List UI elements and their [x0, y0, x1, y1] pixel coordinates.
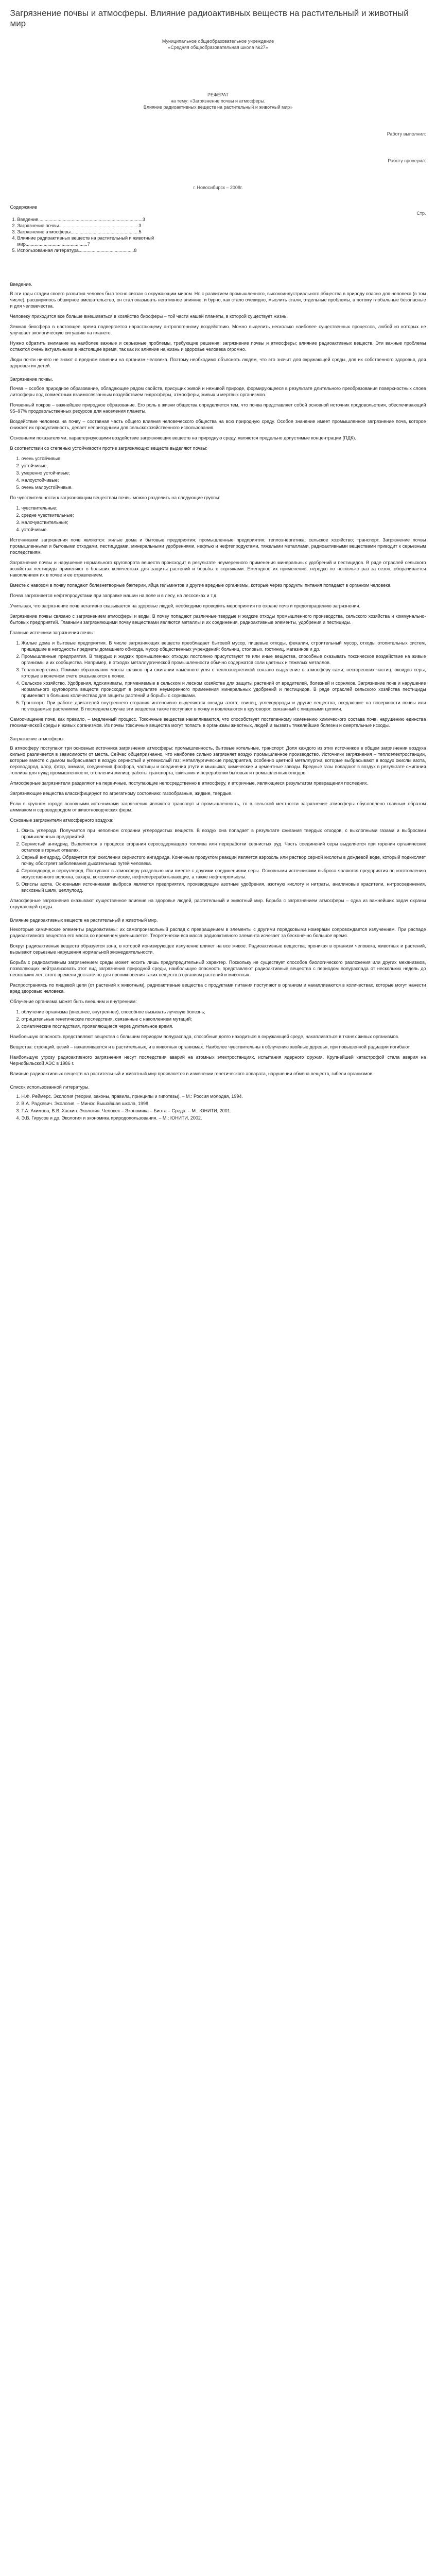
list-item: 2. Сернистый ангидрид. Выделяется в процессе сгорания серосодержащего топлива или переработки сернистых руд. Часть соединений серы выделяется при горении органических остатков в горных отвалах. [22, 841, 426, 853]
soil-sources-list [10, 640, 426, 712]
paragraph: Главные источники загрязнения почвы: [10, 630, 95, 635]
report-topic-2: Влияние радиоактивных веществ на растительный и животный мир» [143, 105, 293, 110]
city-year: г. Новосибирск – 2008г. [193, 185, 243, 190]
report-topic: на тему: «Загрязнение почвы и атмосферы. [170, 98, 266, 104]
list-item: 3. малочувствительные; [22, 519, 426, 526]
paragraph: Облучение организма может быть внешним и внутренним: [10, 999, 137, 1004]
paragraph: Наибольшую опасность представляют вещества с большим периодом полураспада, способные долго находиться в окружающей среде, накапливаться в тканях живых организмов. [10, 1034, 399, 1039]
paragraph: В атмосферу поступают три основных источника загрязнения атмосферы: промышленность, бытовые котельные, транспорт. Доля каждого из этих источников в общем загрязнении воздуха сильно различается в зависимости от места. Сейчас общепризнанно, что наиболее сильно загрязняет воздух промышленное производство. Источники загрязнения – теплоэлектростанции, которые вместе с дымом выбрасывают в воздух сернистый и углекислый газ; металлургические предприятия, особенно цветной металлургии, которые выбрасывают в воздух окислы азота, сероводород, хлор, фтор, аммиак, соединения фосфора, частицы и соединения ртути и мышьяка; химические и цементные заводы. Вредные газы попадают в воздух в результате сжигания топлива для нужд промышленности, отопления жилищ, работы транспорта, сжигания и переработки бытовых и промышленных отходов. [10, 745, 426, 775]
list-item: 1. Н.Ф. Реймерс. Экология (теории, законы, правила, принципы и гипотезы). – М.: Россия молодая, 1994. [22, 1093, 426, 1099]
paragraph: Если в крупном городе основными источниками загрязнения являются транспорт и промышленность, то в сельской местности загрязнение атмосферы обусловлено главным образом аммиаком и сероводородом от животноводческих ферм. [10, 801, 426, 812]
paragraph: Наибольшую угрозу радиоактивного загрязнения несут последствия аварий на атомных электростанциях, испытания ядерного оружия. Крупнейшей катастрофой стала авария на Чернобыльской АЭС в 1986 г. [10, 1055, 426, 1066]
list-item: 4. Э.В. Гирусов и др. Экология и экономика природопользования. – М.: ЮНИТИ, 2002. [22, 1115, 426, 1121]
paragraph: Загрязняющие вещества классифицируют по агрегатному состоянию: газообразные, жидкие, твердые. [10, 791, 233, 796]
section-heading-intro: Введение. [10, 282, 32, 287]
toc-item: 2. Загрязнение почвы..............................................................3 [18, 223, 182, 229]
paragraph: В соответствии со степенью устойчивости против загрязняющих веществ выделяют почвы: [10, 446, 207, 451]
author-label: Работу выполнил: [387, 131, 426, 137]
list-item: 3. Серный ангидрид. Образуется при окислении сернистого ангидрида. Конечным продуктом реакции является аэрозоль или раствор серной кислоты в дождевой воде, который подкисляет почву, обостряет заболевания дыхательных путей человека. [22, 854, 426, 867]
list-item: 1. чувствительные; [22, 505, 426, 511]
school-name: «Средняя общеобразовательная школа №27» [168, 45, 268, 50]
toc-item: 5. Использованная литература...........................................8 [18, 247, 182, 253]
paragraph: Почва загрязняется нефтепродуктами при заправке машин на поле и в лесу, на лесосеках и т.д. [10, 593, 218, 598]
paragraph: Воздействие человека на почву – составная часть общего влияния человеческого общества на всю природную среду. Особое значение имеет промышленное загрязнение почв, которое снижает их продуктивность, делает непригодными для сельскохозяйственного использования. [10, 419, 426, 430]
toc-item: 4. Влияние радиоактивных веществ на растительный и животный мир................................................7 [18, 235, 182, 247]
toc-item: 3. Загрязнение атмосферы.....................................................5 [18, 229, 182, 235]
paragraph: Почва – особое природное образование, обладающее рядом свойств, присущих живой и неживой природе, формирующееся в результате длительного преобразования поверхностных слоев литосферы под совместным взаимосвязанным воздействием гидросферы, атмосферы, живых и мертвых организмов. [10, 386, 426, 397]
section-heading-literature: Список использованной литературы. [10, 1084, 90, 1090]
literature-list [10, 1093, 426, 1121]
toc-item: 1. Введение.................................................................................3 [18, 216, 182, 223]
paragraph: Учитывая, что загрязнение почв негативно сказывается на здоровье людей, необходимо проводить мероприятия по охране почв и предотвращению загрязнения. [10, 603, 361, 608]
list-item: 2. средне чувствительные; [22, 512, 426, 518]
paragraph: Почвенный покров – важнейшее природное образование. Его роль в жизни общества определяется тем, что почва представляет собой основной источник продовольствия, обеспечивающий 95–97% продовольственных ресурсов для населения планеты. [10, 402, 426, 414]
paragraph: Влияние радиоактивных веществ на растительный и животный мир проявляется в изменении генетического аппарата, нарушении обмена веществ, гибели организмов. [10, 1071, 374, 1076]
institution-line: Муниципальное общеобразовательное учреждение [162, 39, 274, 44]
list-item: 3. умеренно устойчивые; [22, 470, 426, 476]
checker-label: Работу проверил: [388, 158, 426, 163]
list-item: 4. малоустойчивые; [22, 477, 426, 483]
list-item: 1. Жилые дома и бытовые предприятия. В числе загрязняющих веществ преобладает бытовой мусор, пищевые отходы, фекалии, строительный мусор, отходы отопительных систем, пришедшие в негодность предметы домашнего обихода, мусор общественных учреждений: больниц, столовых, гостиниц, магазинов и др. [22, 640, 426, 652]
list-item: 3. Теплоэнергетика. Помимо образования массы шлаков при сжигании каменного угля с теплоэнергетикой связано выделение в атмосферу сажи, несгоревших частиц, оксидов серы, которые в конечном счете оказываются в почве. [22, 667, 426, 679]
list-item: 3. соматические последствия, проявляющиеся через длительное время. [22, 1023, 426, 1029]
paragraph: Вокруг радиоактивных веществ образуется зона, в которой ионизирующее излучение влияет на все живое. Радиоактивные вещества, проникая в организм человека, животных и растений, вызывают серьезные нарушения нормальной жизнедеятельности. [10, 943, 426, 955]
list-item: 1. облучение организма (внешнее, внутреннее), способное вызывать лучевую болезнь; [22, 1009, 426, 1015]
paragraph: Основными показателями, характеризующими воздействие загрязняющих веществ на природную среду, являются предельно допустимые концентрации (ПДК). [10, 435, 356, 440]
toc-list [10, 216, 182, 253]
toc-header [10, 204, 426, 210]
list-item: 2. отрицательные генетические последствия, связанные с накоплением мутаций; [22, 1016, 426, 1022]
section-heading-soil: Загрязнение почвы. [10, 377, 53, 382]
list-item: 4. Сероводород и сероуглерод. Поступают в атмосферу раздельно или вместе с другими соединениями серы. Основными источниками выброса являются предприятия по изготовлению искусственного волокна, сахара, коксохимические, нефтеперерабатывающие, а также нефтепромыслы. [22, 868, 426, 880]
paragraph: Основные загрязнители атмосферного воздуха: [10, 818, 114, 823]
paragraph: Источниками загрязнения почв являются: жилые дома и бытовые предприятия; промышленные предприятия; теплоэнергетика; сельское хозяйство; транспорт. Загрязнение почвы промышленными и бытовыми отходами, пестицидами, минеральными удобрениями, нефтью и нефтепродуктами, тяжелыми металлами, радиоактивными веществами приводит к серьезным последствиям. [10, 537, 426, 555]
paragraph: Загрязнение почвы и нарушение нормального круговорота веществ происходит в результате неумеренного применения минеральных удобрений и пестицидов. В ряде отраслей сельского хозяйства пестициды применяют в больших количествах для защиты растений и борьбы с сорняками. Ежегодное их применение, нередко по несколько раз за сезон, оборачивается накоплением их в почве и ее отравлением. [10, 560, 426, 578]
list-item: 2. В.А. Радкевич. Экология. – Минск: Вышэйшая школа, 1998. [22, 1100, 426, 1107]
paragraph: Распространяясь по пищевой цепи (от растений к животным), радиоактивные вещества с продуктами питания поступают в организм и накапливаются в количествах, которые могут нанести вред здоровью человека. [10, 982, 426, 994]
toc-page-label: Стр. [416, 211, 426, 216]
toc-label: Содержание [10, 205, 38, 210]
list-item: 5. Окислы азота. Основными источниками выброса являются предприятия, производящие азотные удобрения, азотную кислоту и нитраты, анилиновые красители, нитросоединения, вискозный шелк, целлулоид. [22, 881, 426, 893]
paragraph: Загрязнение почвы связано с загрязнением атмосферы и воды. В почву попадают различные твердые и жидкие отходы промышленного производства, сельского хозяйства и коммунально-бытовых предприятий. Главными загрязняющими почву веществами являются металлы и их соединения, радиоактивные элементы, удобрения и пестициды. [10, 614, 426, 625]
paragraph: Люди почти ничего не знают о вредном влиянии на организм человека. Поэтому необходимо объяснять людям, что это значит для окружающей среды, для их собственного здоровья, для здоровья их детей. [10, 357, 426, 368]
radiation-list [10, 1009, 426, 1029]
list-item: 5. очень малоустойчивые. [22, 484, 426, 490]
section-heading-radio: Влияние радиоактивных веществ на растительный и животный мир. [10, 918, 158, 923]
report-type: РЕФЕРАТ [207, 92, 229, 97]
paragraph: Самоочищение почв, как правило, – медленный процесс. Токсичные вещества накапливаются, что способствует постепенному изменению химического состава почв, нарушению единства геохимической среды и живых организмов. Из почвы токсичные вещества могут попасть в организмы животных, людей и вызвать тяжелейшие болезни и смертельные исходы. [10, 717, 426, 728]
section-heading-air: Загрязнение атмосферы. [10, 736, 65, 741]
list-item: 3. Т.А. Акимова, В.В. Хаскин. Экология. Человек – Экономика – Биота – Среда. – М.: ЮНИТИ, 2001. [22, 1108, 426, 1114]
list-item: 5. Транспорт. При работе двигателей внутреннего сгорания интенсивно выделяются оксиды азота, свинец, углеводороды и другие вещества, оседающие на поверхности почвы или поглощаемые растениями. В последнем случае эти вещества также поступают в почву и вовлекаются в круговорот, связанный с пищевыми цепями. [22, 700, 426, 712]
document [10, 0, 426, 1136]
paragraph: Человеку приходится все больше вмешиваться в хозяйство биосферы – той части нашей планеты, в которой существует жизнь. [10, 314, 288, 319]
sensitivity-list [10, 505, 426, 533]
paragraph: В эти годы стадии своего развития человек был тесно связан с окружающим миром. Но с развитием промышленного, высокоиндустриального общества в природу опасно для человека (в том числе), расширилось обширное вмешательство, он стал оказывать негативное влияние, и бурно, как стало очевидно, мыслить стали, отдельные проблемы, а потому глобальные безопасные и для человечества. [10, 291, 426, 309]
pollutants-list [10, 827, 426, 893]
list-item: 1. Окись углерода. Получается при неполном сгорании углеродистых веществ. В воздух она попадает в результате сжигания твердых отходов, с выхлопными газами и выбросами промышленных предприятий. [22, 827, 426, 840]
paragraph: Атмосферные загрязнения оказывают существенное влияние на здоровье людей, растительный и животный мир. Борьба с загрязнением атмосферы – одна из важнейших задач охраны окружающей среды. [10, 898, 426, 909]
list-item: 4. Сельское хозяйство. Удобрения, ядохимикаты, применяемые в сельском и лесном хозяйстве для защиты растений от вредителей, болезней и сорняков. Загрязнение почв и нарушение нормального круговорота веществ происходит в результате неумеренного применения минеральных удобрений и пестицидов. В ряде отраслей сельского хозяйства пестициды применяют в больших количествах для защиты растений и борьбы с сорняками. [22, 680, 426, 699]
paragraph: Вместе с навозом в почву попадают болезнетворные бактерии, яйца гельминтов и другие вредные организмы, которые через продукты питания попадают в организм человека. [10, 583, 392, 588]
paragraph: Борьба с радиоактивным загрязнением среды может носить лишь предупредительный характер. Поскольку не существует способов биологического разложения или других механизмов, позволяющих нейтрализовать этот вид загрязнения природной среды, наибольшую опасность представляют радиоактивные вещества с периодом полураспада от нескольких недель до нескольких лет: этого времени достаточно для проникновения таких веществ в организм растений и животных. [10, 960, 426, 977]
list-item: 1. очень устойчивые; [22, 455, 426, 462]
paragraph: Некоторые химические элементы радиоактивны: их самопроизвольный распад с превращением в элементы с другими порядковыми номерами сопровождается излучением. При распаде радиоактивного вещества его масса со временем уменьшается. Теоретически вся масса радиоактивного элемента исчезает за бесконечно большое время. [10, 927, 426, 938]
paragraph: Земная биосфера в настоящее время подвергается нарастающему антропогенному воздействию. Можно выделить несколько наиболее существенных процессов, любой из которых не улучшает экологическую ситуацию на планете. [10, 324, 426, 335]
paragraph: По чувствительности к загрязняющим веществам почвы можно разделить на следующие группы: [10, 495, 221, 500]
list-item: 4. устойчивые. [22, 527, 426, 533]
list-item: 2. Промышленные предприятия. В твердых и жидких промышленных отходах постоянно присутствуют те или иные вещества, способные оказывать токсическое воздействие на живые организмы и их сообщества. Например, в отходах металлургической промышленности обычно содержатся соли цветных и тяжелых металлов. [22, 653, 426, 666]
resistance-list [10, 455, 426, 490]
list-item: 2. устойчивые; [22, 463, 426, 469]
paragraph: Вещества: стронций, цезий – накапливаются и в растительных, и в животных организмах. Наиболее чувствительны к облучению хвойные деревья, при повышенной радиации погибают. [10, 1044, 411, 1049]
page-title: Загрязнение почвы и атмосферы. Влияние радиоактивных веществ на растительный и животный мир [10, 8, 409, 28]
paragraph: Атмосферные загрязнители разделяют на первичные, поступающие непосредственно в атмосферу, и вторичные, являющиеся результатом превращения последних. [10, 781, 369, 786]
paragraph: Нужно обратить внимание на наиболее важные и серьезные проблемы, требующие решения: загрязнение почвы и атмосферы; влияние радиоактивных веществ. Эти важные проблемы остаются очень актуальными в настоящее время, так как их влияние на жизнь и здоровье человека огромно. [10, 341, 426, 352]
